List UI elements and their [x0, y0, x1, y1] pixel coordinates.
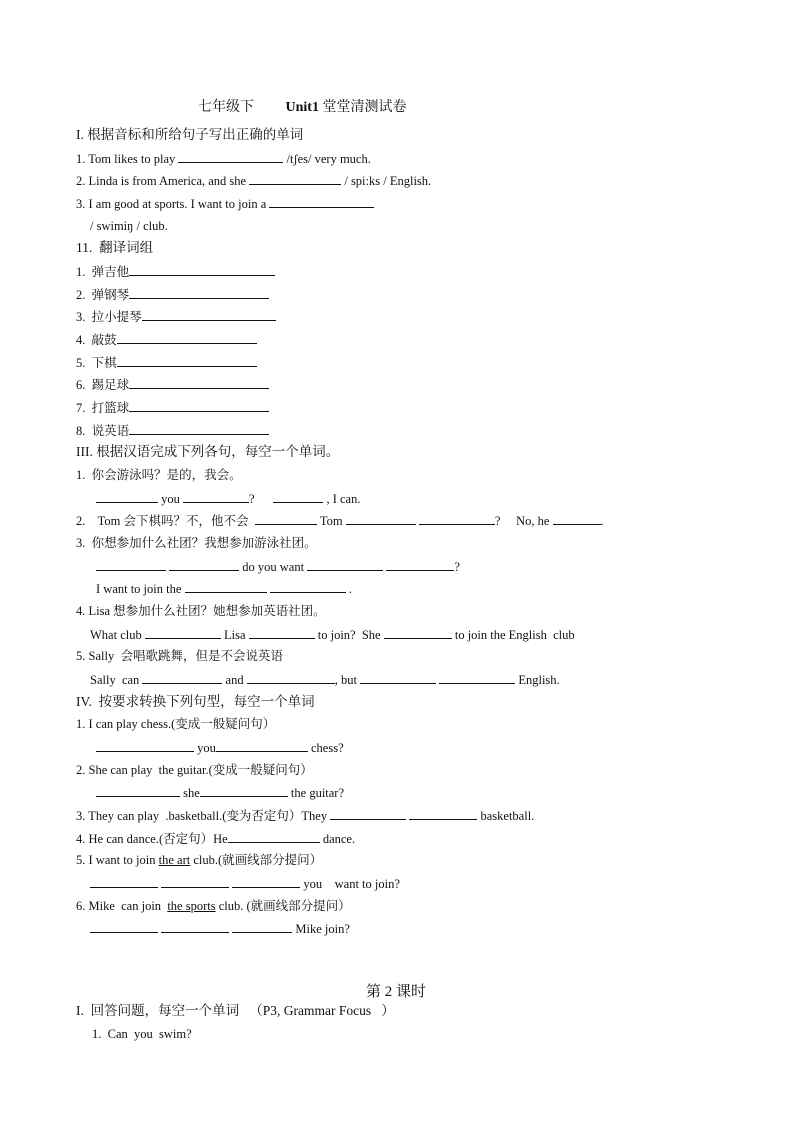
answer-blank[interactable] [216, 739, 308, 752]
phrase-item: 4. 敲鼓 [76, 331, 257, 348]
sec1-q3: 3. I am good at sports. I want to join a [76, 195, 374, 212]
answer-blank[interactable] [270, 580, 346, 593]
underlined-phrase: the sports [167, 899, 216, 913]
sec3-q4-chinese: 4. Lisa 想参加什么社团？她想参加英语社团。 [76, 604, 326, 618]
answer-blank[interactable] [200, 784, 288, 797]
sec4-q2: 2. She can play the guitar.(变成一般疑问句） [76, 763, 313, 777]
answer-blank[interactable] [161, 920, 229, 933]
part2-section-heading: I. 回答问题，每空一个单词 （P3, Grammar Focus ） [76, 1003, 395, 1018]
answer-blank[interactable] [269, 195, 374, 208]
sec4-q5: 5. I want to join the art club.(就画线部分提问） [76, 853, 323, 867]
answer-blank[interactable] [129, 422, 269, 435]
answer-blank[interactable] [145, 626, 221, 639]
answer-blank[interactable] [249, 172, 341, 185]
sec3-q1-answer: you ? , I can. [96, 490, 360, 507]
underlined-phrase: the art [158, 853, 191, 867]
sec4-q2-answer: she the guitar? [96, 784, 344, 801]
sec3-q5-chinese: 5. Sally 会唱歌跳舞，但是不会说英语 [76, 649, 283, 663]
answer-blank[interactable] [117, 331, 257, 344]
answer-blank[interactable] [228, 830, 320, 843]
section-2-heading: 11. 翻译词组 [76, 240, 154, 255]
test-name: 堂堂清测试卷 [322, 100, 407, 115]
lesson-2-heading: 第 2 课时 [366, 984, 427, 1000]
sec3-q3-chinese: 3. 你想参加什么社团？我想参加游泳社团。 [76, 536, 317, 550]
answer-blank[interactable] [307, 558, 383, 571]
answer-blank[interactable] [249, 626, 315, 639]
answer-blank[interactable] [96, 558, 166, 571]
phrase-item: 7. 打篮球 [76, 399, 269, 416]
answer-blank[interactable] [384, 626, 452, 639]
answer-blank[interactable] [90, 875, 158, 888]
answer-blank[interactable] [142, 308, 276, 321]
sec3-q1-chinese: 1. 你会游泳吗？是的，我会。 [76, 468, 242, 482]
sec4-q1: 1. I can play chess.(变成一般疑问句） [76, 717, 276, 731]
phrase-item: 1. 弹吉他 [76, 263, 275, 280]
sec1-q3-phonetic: / swimiŋ / club. [90, 219, 168, 233]
answer-blank[interactable] [96, 739, 194, 752]
answer-blank[interactable] [90, 920, 158, 933]
answer-blank[interactable] [346, 512, 416, 525]
answer-blank[interactable] [142, 671, 222, 684]
answer-blank[interactable] [96, 784, 180, 797]
answer-blank[interactable] [169, 558, 239, 571]
answer-blank[interactable] [129, 263, 275, 276]
answer-blank[interactable] [255, 512, 317, 525]
sec3-q2: 2. Tom 会下棋吗？不，他不会 Tom ? No, he . [76, 514, 604, 528]
phrase-item: 6. 踢足球 [76, 376, 269, 393]
answer-blank[interactable] [419, 512, 495, 525]
sec4-q1-answer: you chess? [96, 739, 344, 756]
answer-blank[interactable] [386, 558, 454, 571]
answer-blank[interactable] [117, 354, 257, 367]
answer-blank[interactable] [129, 286, 269, 299]
answer-blank[interactable] [232, 875, 300, 888]
sec4-q6: 6. Mike can join the sports club. (就画线部分提问） [76, 899, 351, 913]
sec3-q5-answer: Sally can and , but English. [90, 673, 560, 687]
phrase-item: 8. 说英语 [76, 422, 269, 439]
answer-blank[interactable] [129, 399, 269, 412]
answer-blank[interactable] [247, 671, 335, 684]
sec4-q4: 4. He can dance.(否定句）He dance. [76, 832, 356, 846]
section-1-heading: I. 根据音标和所给句子写出正确的单词 [76, 127, 304, 142]
sec3-q3-answer: do you want ? [96, 558, 460, 575]
answer-blank[interactable] [409, 807, 477, 820]
section-4-heading: IV. 按要求转换下列句型，每空一个单词 [76, 694, 315, 709]
answer-blank[interactable] [360, 671, 436, 684]
sec4-q5-answer: you want to join? [90, 875, 400, 892]
answer-blank[interactable] [330, 807, 406, 820]
sec4-q3: 3. They can play .basketball.(变为否定句）They basketball. [76, 809, 535, 823]
sec1-q1: 1. Tom likes to play /tʃes/ very much. [76, 152, 371, 166]
answer-blank[interactable] [178, 150, 283, 163]
phrase-item: 3. 拉小提琴 [76, 308, 276, 325]
answer-blank[interactable] [161, 875, 229, 888]
answer-blank[interactable] [183, 490, 249, 503]
grade-label: 七年级下 [198, 100, 254, 115]
phrase-item: 5. 下棋 [76, 354, 257, 371]
page-title [198, 96, 406, 116]
answer-blank[interactable] [439, 671, 515, 684]
part2-q1: 1. Can you swim? [92, 1027, 192, 1041]
answer-blank[interactable] [96, 490, 158, 503]
sec3-q4-answer: What club Lisa to join? She to join the English club [90, 628, 575, 642]
unit-label: Unit1 [285, 100, 319, 115]
sec3-q3-answer-2: I want to join the . [96, 582, 352, 596]
section-3-heading: III. 根据汉语完成下列各句，每空一个单词。 [76, 444, 340, 459]
phrase-item: 2. 弹钢琴 [76, 286, 269, 303]
sec4-q6-answer: Mike join? [90, 920, 350, 937]
sec1-q2: 2. Linda is from America, and she / spi:ks / English. [76, 174, 432, 188]
answer-blank[interactable] [185, 580, 267, 593]
answer-blank[interactable] [129, 376, 269, 389]
answer-blank[interactable] [273, 490, 323, 503]
answer-blank[interactable] [232, 920, 292, 933]
answer-blank[interactable] [553, 512, 601, 525]
